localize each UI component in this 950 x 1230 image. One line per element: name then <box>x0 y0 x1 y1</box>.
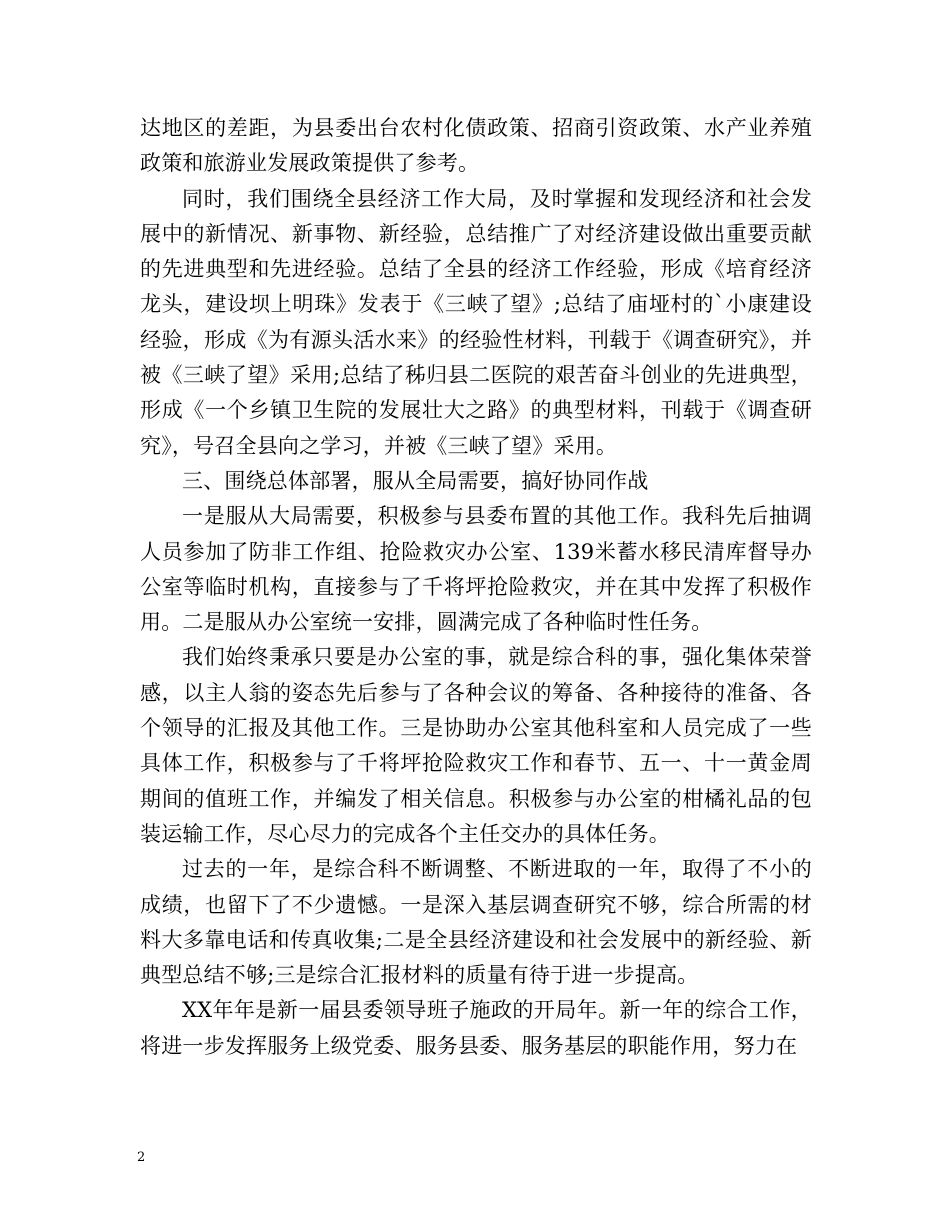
section-heading: 三、围绕总体部署，服从全局需要，搞好协同作战 <box>182 468 649 493</box>
paragraph-1: 达地区的差距，为县委出台农村化债政策、招商引资政策、水产业养殖政策和旅游业发展政策提供了参考。 <box>140 116 812 176</box>
paragraph-5: 我们始终秉承只要是办公室的事，就是综合科的事，强化集体荣誉感，以主人翁的姿态先后参与了各种会议的筹备、各种接待的准备、各个领导的汇报及其他工作。三是协助办公室其他科室和人员完成了一些具体工作，积极参与了千将坪抢险救灾工作和春节、五一、十一黄金周期间的值班工作，并编发了相关信息。积极参与办公室的柑橘礼品的包装运输工作，尽心尽力的完成各个主任交办的具体任务。 <box>140 645 812 846</box>
paragraph-7: XX年年是新一届县委领导班子施政的开局年。新一年的综合工作，将进一步发挥服务上级党委、服务县委、服务基层的职能作用，努力在 <box>140 998 812 1058</box>
paragraph-4: 一是服从大局需要，积极参与县委布置的其他工作。我科先后抽调人员参加了防非工作组、抢险救灾办公室、139米蓄水移民清库督导办公室等临时机构，直接参与了千将坪抢险救灾，并在其中发挥了积极作用。二是服从办公室统一安排，圆满完成了各种临时性任务。 <box>140 504 812 635</box>
body-text <box>140 111 812 1064</box>
paragraph-2: 同时，我们围绕全县经济工作大局，及时掌握和发现经济和社会发展中的新情况、新事物、新经验，总结推广了对经济建设做出重要贡献的先进典型和先进经验。总结了全县的经济工作经验，形成《培育经济龙头，建设坝上明珠》发表于《三峡了望》;总结了庙垭村的`小康建设经验，形成《为有源头活水来》的经验性材料，刊载于《调查研究》，并被《三峡了望》采用;总结了秭归县二医院的艰苦奋斗创业的先进典型，形成《一个乡镇卫生院的发展壮大之路》的典型材料，刊载于《调查研究》，号召全县向之学习，并被《三峡了望》采用。 <box>140 186 812 458</box>
page-number: 2 <box>137 1150 146 1165</box>
paragraph-6: 过去的一年，是综合科不断调整、不断进取的一年，取得了不小的成绩，也留下了不少遗憾。一是深入基层调查研究不够，综合所需的材料大多靠电话和传真收集;二是全县经济建设和社会发展中的新经验、新典型总结不够;三是综合汇报材料的质量有待于进一步提高。 <box>140 857 812 988</box>
